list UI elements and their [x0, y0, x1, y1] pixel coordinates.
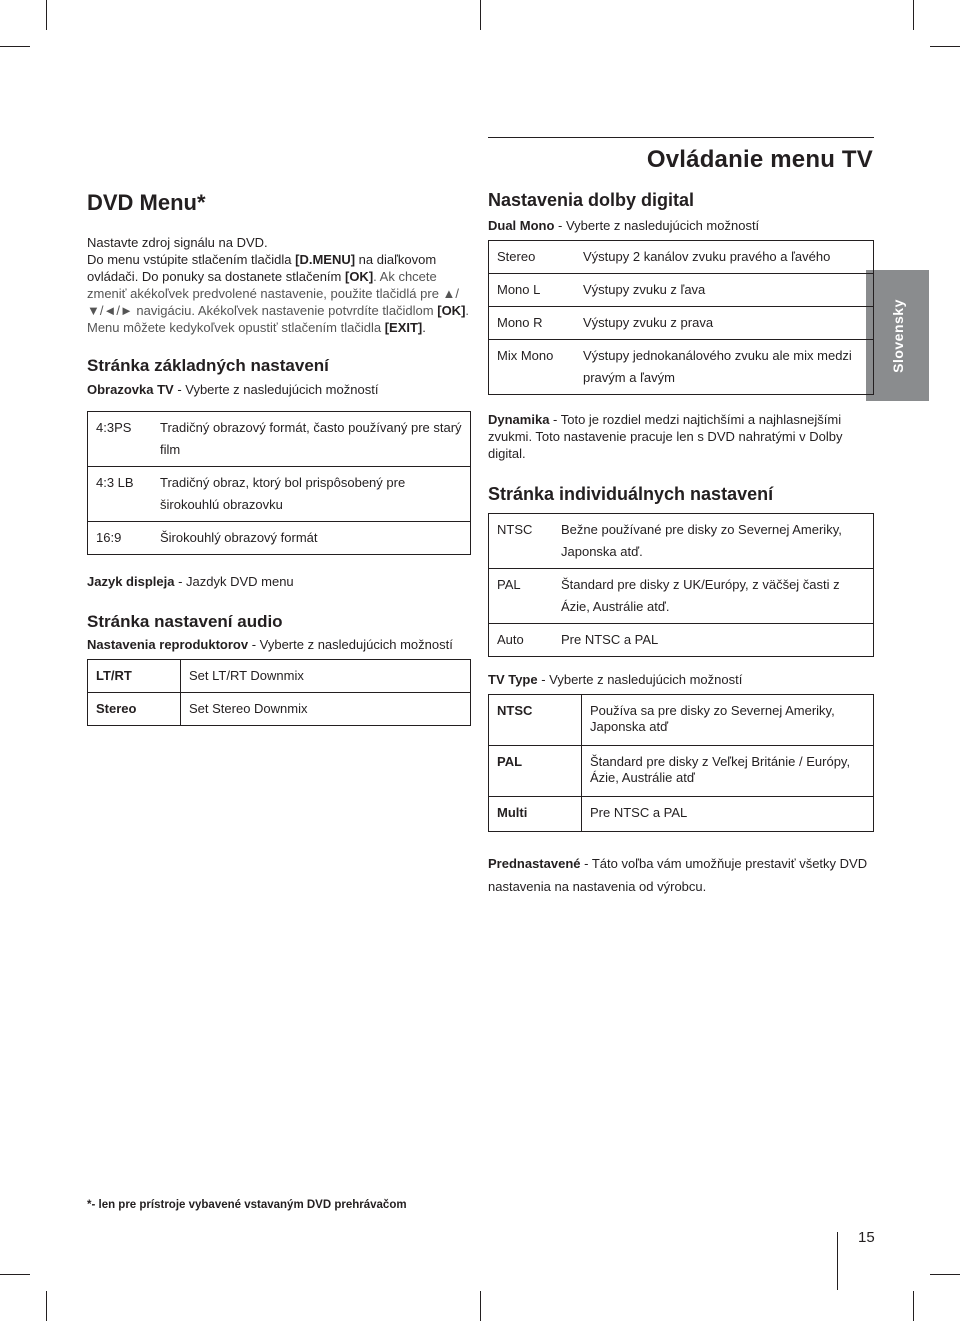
row-value: Výstupy zvuku z ľava [575, 274, 874, 307]
table-row [489, 624, 874, 657]
display-language-line: Jazyk displeja - Jazdyk DVD menu [87, 574, 294, 589]
audio-settings-title: Stránka nastavení audio [87, 612, 283, 631]
language-tab-label: Slovensky [889, 298, 906, 373]
row-key: PAL [489, 746, 582, 797]
table-row [489, 274, 874, 307]
table-row [489, 569, 874, 624]
row-value: Štandard pre disky z UK/Európy, z väčšej časti z Ázie, Austrálie atď. [553, 569, 874, 624]
row-value: Set LT/RT Downmix [181, 660, 471, 693]
row-value: Používa sa pre disky zo Severnej Ameriky, Japonska atď [582, 695, 874, 746]
custom-settings-title: Stránka individuálnych nastavení [488, 484, 774, 504]
crop-mark [0, 46, 30, 47]
row-value: Pre NTSC a PAL [553, 624, 874, 657]
crop-mark [930, 1274, 960, 1275]
table-row [88, 467, 471, 522]
row-key: Stereo [489, 241, 576, 274]
footnote: *- len pre prístroje vybavené vstavaným DVD prehrávačom [87, 1199, 407, 1211]
left-column [87, 190, 471, 726]
tv-type-line: TV Type - Vyberte z nasledujúcich možností [488, 672, 743, 687]
table-row [88, 412, 471, 467]
tv-screen-line: Obrazovka TV - Vyberte z nasledujúcich možností [87, 382, 379, 397]
row-value: Pre NTSC a PAL [582, 797, 874, 832]
language-tab [866, 270, 929, 401]
speaker-settings-line: Nastavenia reproduktorov - Vyberte z nasledujúcich možností [87, 637, 453, 652]
custom-table [488, 513, 874, 657]
row-key: Stereo [88, 693, 181, 726]
row-key: Auto [489, 624, 554, 657]
dual-mono-line: Dual Mono - Vyberte z nasledujúcich možností [488, 218, 760, 233]
table-row [489, 241, 874, 274]
row-key: NTSC [489, 514, 554, 569]
table-row [88, 693, 471, 726]
crop-mark [913, 0, 914, 30]
crop-mark [46, 1291, 47, 1321]
page-number: 15 [858, 1229, 875, 1246]
tv-type-table [488, 694, 874, 832]
page-title: Ovládanie menu TV [646, 146, 873, 173]
dolby-title: Nastavenia dolby digital [488, 190, 695, 210]
row-value: Výstupy zvuku z prava [575, 307, 874, 340]
table-row [489, 695, 874, 746]
row-value: Tradičný obrazový formát, často používaný pre starý film [152, 412, 471, 467]
crop-mark [913, 1291, 914, 1321]
row-value: Štandard pre disky z Veľkej Británie / Európy, Ázie, Austrálie atď [582, 746, 874, 797]
table-row [88, 660, 471, 693]
header-rule [488, 137, 874, 138]
dynamics-line: Dynamika - Toto je rozdiel medzi najtichšími a najhlasnejšími zvukmi. Toto nastavenie pracuje len s DVD nahratými v Dolby digital. [488, 412, 843, 461]
row-key: Multi [489, 797, 582, 832]
row-key: 4:3PS [88, 412, 153, 467]
preset-line: Prednastavené - Táto voľba vám umožňuje prestaviť všetky DVD nastavenia na nastavenia od výrobcu. [488, 856, 868, 894]
row-key: NTSC [489, 695, 582, 746]
dvd-menu-intro: Nastavte zdroj signálu na DVD. Do menu vstúpite stlačením tlačidla [D.MENU] na diaľkovom ovládači. Do ponuky sa dostanete stlačením [OK]. Ak chcete zmeniť akékoľvek predvolené nastavenie, použite tlačidlá pre ▲/▼/◄/► navigáciu. Akékoľvek nastavenie potvrdíte tlačidlom [OK]. Menu môžete kedykoľvek opustiť stlačením tlačidla [EXIT]. [87, 235, 470, 335]
page-number-rule [837, 1232, 838, 1290]
crop-mark [480, 1291, 481, 1321]
row-key: LT/RT [88, 660, 181, 693]
row-value: Širokouhlý obrazový formát [152, 522, 471, 555]
crop-mark [0, 1274, 30, 1275]
table-row [489, 797, 874, 832]
row-key: 4:3 LB [88, 467, 153, 522]
crop-mark [930, 46, 960, 47]
table-row [489, 340, 874, 395]
dual-mono-table [488, 240, 874, 395]
crop-mark [480, 0, 481, 30]
row-value: Tradičný obraz, ktorý bol prispôsobený pre širokouhlú obrazovku [152, 467, 471, 522]
dvd-menu-title: DVD Menu* [87, 190, 206, 215]
row-key: PAL [489, 569, 554, 624]
row-key: Mono L [489, 274, 576, 307]
tv-screen-table [87, 411, 471, 555]
row-value: Výstupy 2 kanálov zvuku pravého a ľavého [575, 241, 874, 274]
basic-settings-title: Stránka základných nastavení [87, 356, 329, 375]
table-row [88, 522, 471, 555]
row-value: Bežne používané pre disky zo Severnej Ameriky, Japonska atď. [553, 514, 874, 569]
row-key: Mono R [489, 307, 576, 340]
right-column [488, 190, 874, 898]
table-row [489, 514, 874, 569]
row-key: Mix Mono [489, 340, 576, 395]
row-value: Set Stereo Downmix [181, 693, 471, 726]
row-value: Výstupy jednokanálového zvuku ale mix medzi pravým a ľavým [575, 340, 874, 395]
row-key: 16:9 [88, 522, 153, 555]
speaker-table [87, 659, 471, 726]
crop-mark [46, 0, 47, 30]
table-row [489, 307, 874, 340]
table-row [489, 746, 874, 797]
